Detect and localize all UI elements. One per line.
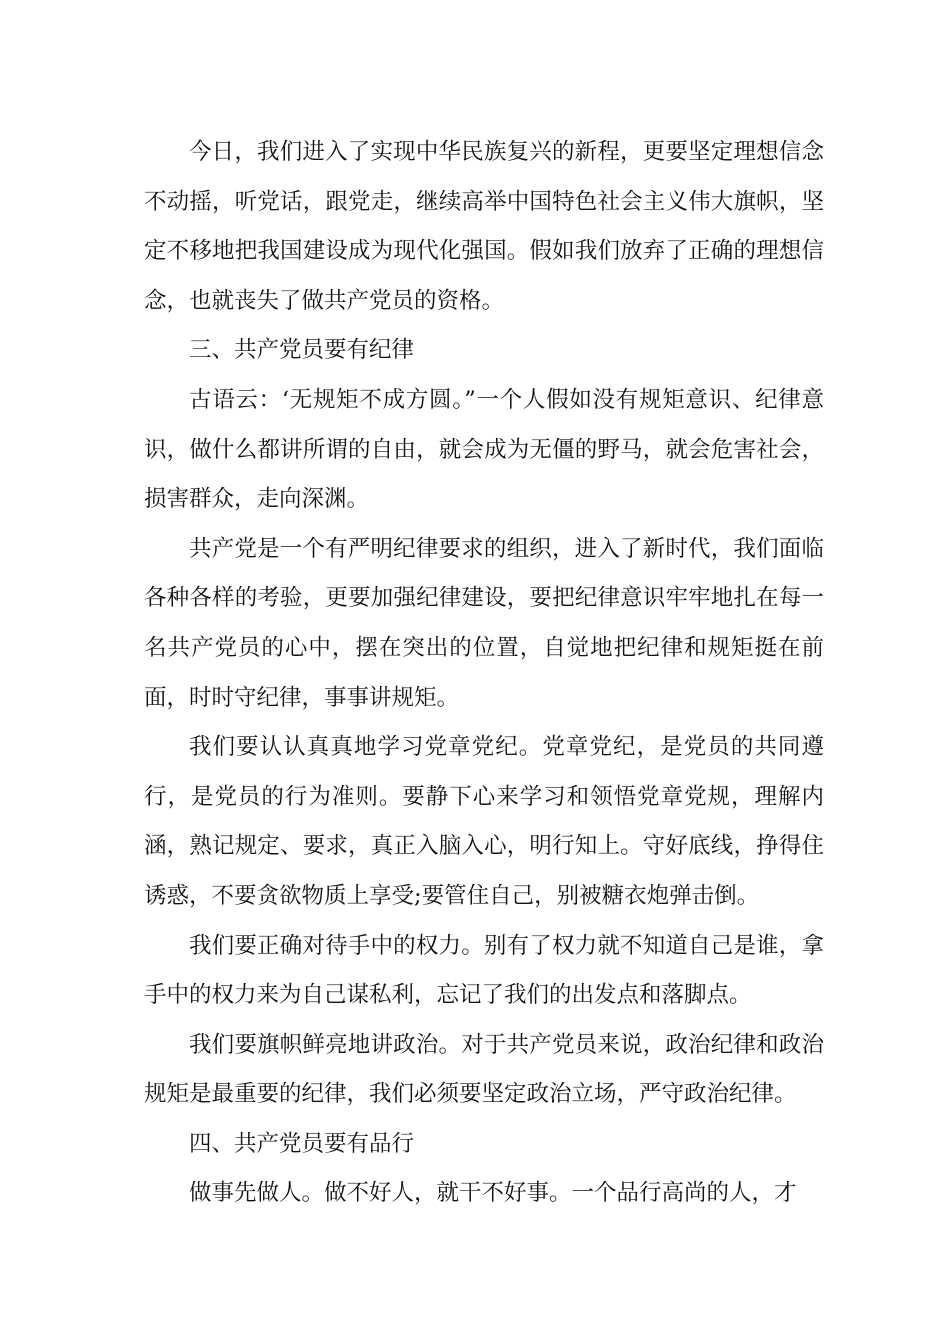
paragraph-proverb: 古语云：‘无规矩不成方圆。”一个人假如没有规矩意识、纪律意识，做什么都讲所谓的自由，就会成为无僵的野马，就会危害社会，损害群众，走向深渊。 [144, 386, 824, 513]
section-heading-discipline: 三、共产党员要有纪律 [189, 337, 415, 364]
paragraph-power: 我们要正确对待手中的权力。别有了权力就不知道自己是谁，拿手中的权力来为自己谋私利，忘记了我们的出发点和落脚点。 [144, 932, 824, 1009]
document-body [144, 128, 824, 1219]
paragraph-conduct: 做事先做人。做不好人，就干不好事。一个品行高尚的人，才 [189, 1180, 797, 1207]
paragraph-ideals: 今日，我们进入了实现中华民族复兴的新程，更要坚定理想信念不动摇，听党话，跟党走，继续高举中国特色社会主义伟大旗帜，坚定不移地把我国建设成为现代化强国。假如我们放弃了正确的理想信念，也就丧失了做共产党员的资格。 [144, 139, 824, 314]
section-heading-conduct: 四、共产党员要有品行 [189, 1130, 415, 1157]
paragraph-organization: 共产党是一个有严明纪律要求的组织，进入了新时代，我们面临各种各样的考验，更要加强纪律建设，要把纪律意识牢牢地扎在每一名共产党员的心中，摆在突出的位置，自觉地把纪律和规矩挺在前面，时时守纪律，事事讲规矩。 [144, 535, 824, 711]
paragraph-party-constitution: 我们要认认真真地学习党章党纪。党章党纪，是党员的共同遵行，是党员的行为准则。要静下心来学习和领悟党章党规，理解内涵，熟记规定、要求，真正入脑入心，明行知上。守好底线，挣得住诱惑，不要贪欲物质上享受;要管住自己，别被糖衣炮弹击倒。 [144, 734, 824, 909]
paragraph-politics: 我们要旗帜鲜亮地讲政治。对于共产党员来说，政治纪律和政治规矩是最重要的纪律，我们必须要坚定政治立场，严守政治纪律。 [144, 1031, 824, 1108]
